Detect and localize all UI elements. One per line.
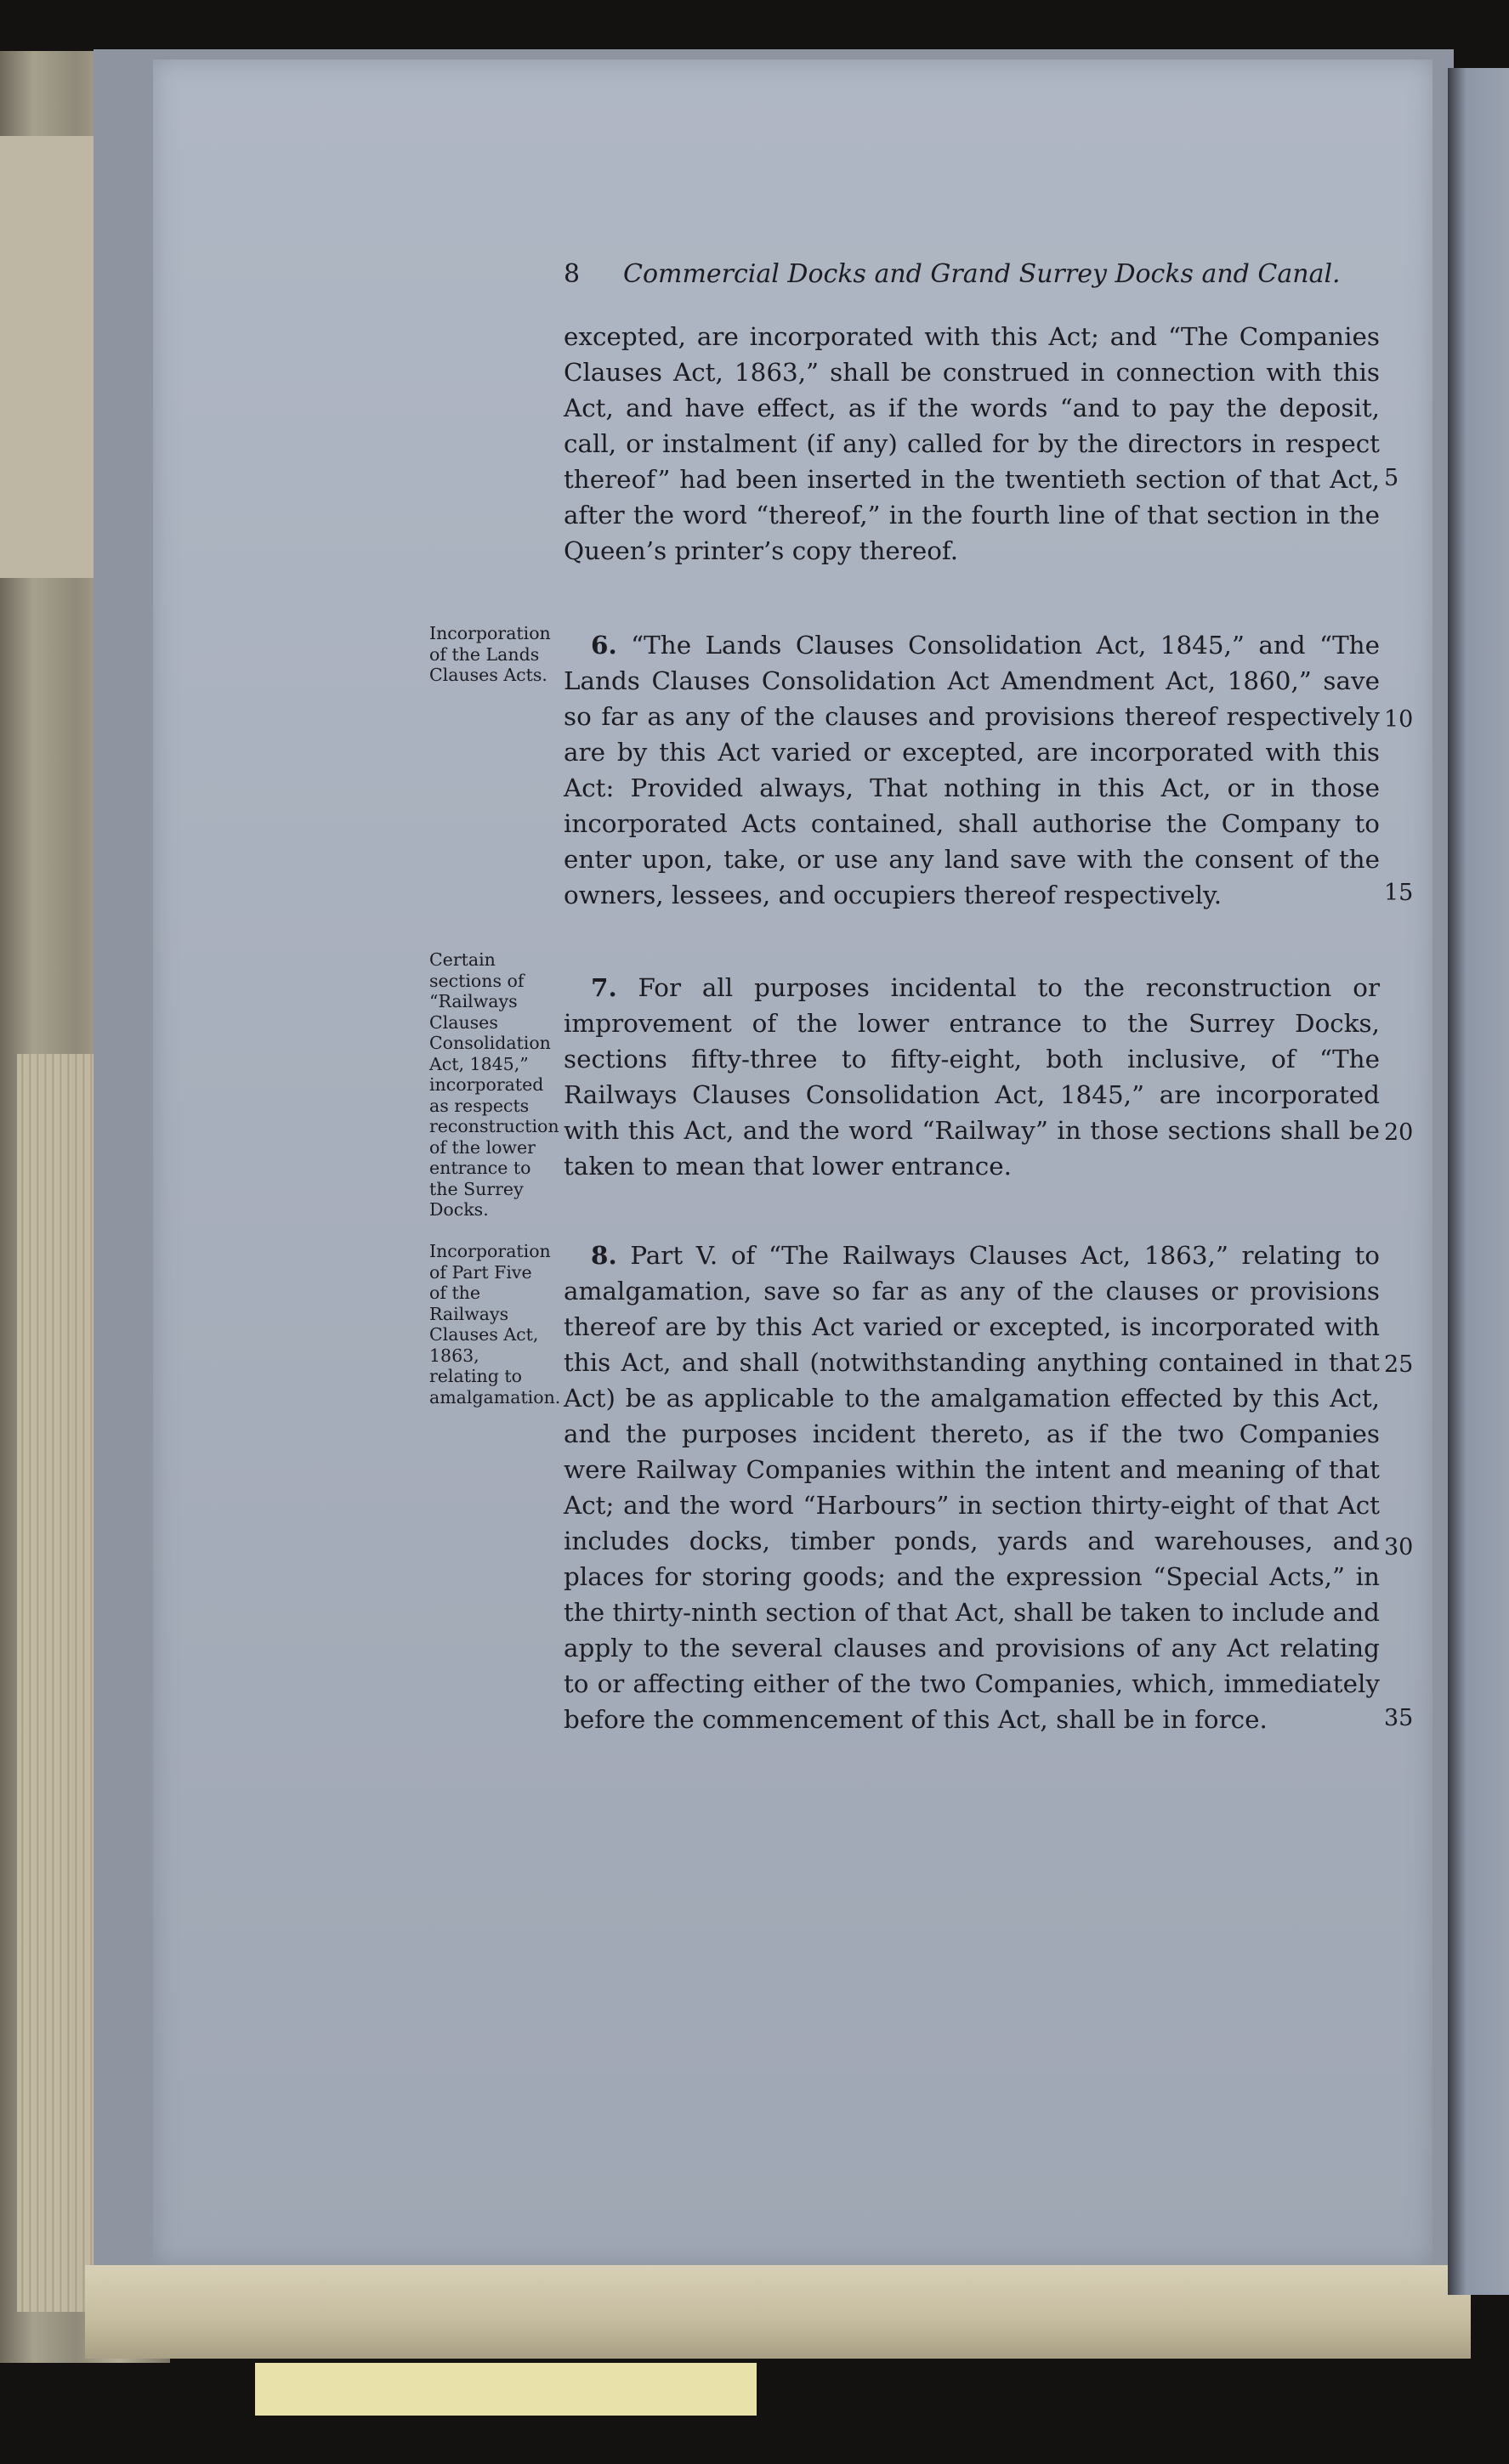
section-number: 7. [591, 972, 617, 1002]
section-7 [564, 970, 1380, 1184]
margin-note-section-8: Incorporation of Part Five of the Railways Clauses Act, 1863, relating to amalgamation. [429, 1241, 561, 1408]
line-number: 15 [1384, 880, 1414, 906]
margin-note-section-7: Certain sections of “Railways Clauses Consolidation Act, 1845,” incorporated as respects reconstruction of the lower entrance to the Surrey Docks. [429, 949, 559, 1220]
line-number: 35 [1384, 1705, 1414, 1731]
line-number: 20 [1384, 1119, 1414, 1146]
margin-note-section-6: Incorporation of the Lands Clauses Acts. [429, 623, 551, 685]
continuation-paragraph: excepted, are incorporated with this Act; and “The Companies Clauses Act, 1863,” shall be construed in connection with this Act, and have effect, as if the words “and to pay the deposit, call, or instalment (if any) called for by the directors in respect thereof” had been inserted in the twentieth section of that Act, after the word “thereof,” in the fourth line of that section in the Queen’s printer’s copy thereof. [564, 322, 1380, 565]
section-text: Part V. of “The Railways Clauses Act, 1863,” relating to amalgamation, save so far as any of the clauses or provisions thereof are by this Act varied or excepted, is incorporated with this Act, and shall (notwithstanding anything contained in that Act) be as applicable to the amalgamation effected by this Act, and the purposes incident thereto, as if the two Companies were Railway Companies within the intent and meaning of that Act; and the word “Harbours” in section thirty-eight of that Act includes docks, timber ponds, yards and warehouses, and places for storing goods; and the expression “Special Acts,” in the thirty-ninth section of that Act, shall be taken to include and apply to the several clauses and provisions of any Act relating to or affecting either of the two Companies, which, immediately before the commencement of this Act, shall be in force. [564, 1241, 1381, 1734]
section-text: “The Lands Clauses Consolidation Act, 1845,” and “The Lands Clauses Consolidation Act Amendment Act, 1860,” save so far as any of the clauses and provisions thereof respectively are by this Act varied or excepted, are incorporated with this Act: Provided always, That nothing in this Act, or in those incorporated Acts contained, shall authorise the Company to enter upon, take, or use any land save with the consent of the owners, lessees, and occupiers thereof respectively. [564, 631, 1381, 909]
section-6 [564, 627, 1380, 913]
line-number: 30 [1384, 1534, 1414, 1561]
line-number: 5 [1384, 465, 1399, 491]
section-number: 8. [591, 1240, 617, 1270]
facing-page-edge [1448, 68, 1509, 2295]
section-text: For all purposes incidental to the reconstruction or improvement of the lower entrance to the Surrey Docks, sections fifty-three to fifty-eight, both inclusive, of “The Railways Clauses Consolidation Act, 1845,” are incorporated with this Act, and the word “Railway” in those sections shall be taken to mean that lower entrance. [564, 973, 1380, 1181]
page-tab-strip [255, 2363, 757, 2416]
book-bottom-edge [85, 2265, 1471, 2359]
page-number: 8 [564, 259, 581, 289]
section-8 [564, 1238, 1380, 1737]
running-header [564, 259, 1380, 289]
line-number: 25 [1384, 1351, 1414, 1378]
line-number: 10 [1384, 706, 1414, 733]
section-number: 6. [591, 630, 617, 660]
running-title: Commercial Docks and Grand Surrey Docks and Canal. [623, 259, 1341, 289]
